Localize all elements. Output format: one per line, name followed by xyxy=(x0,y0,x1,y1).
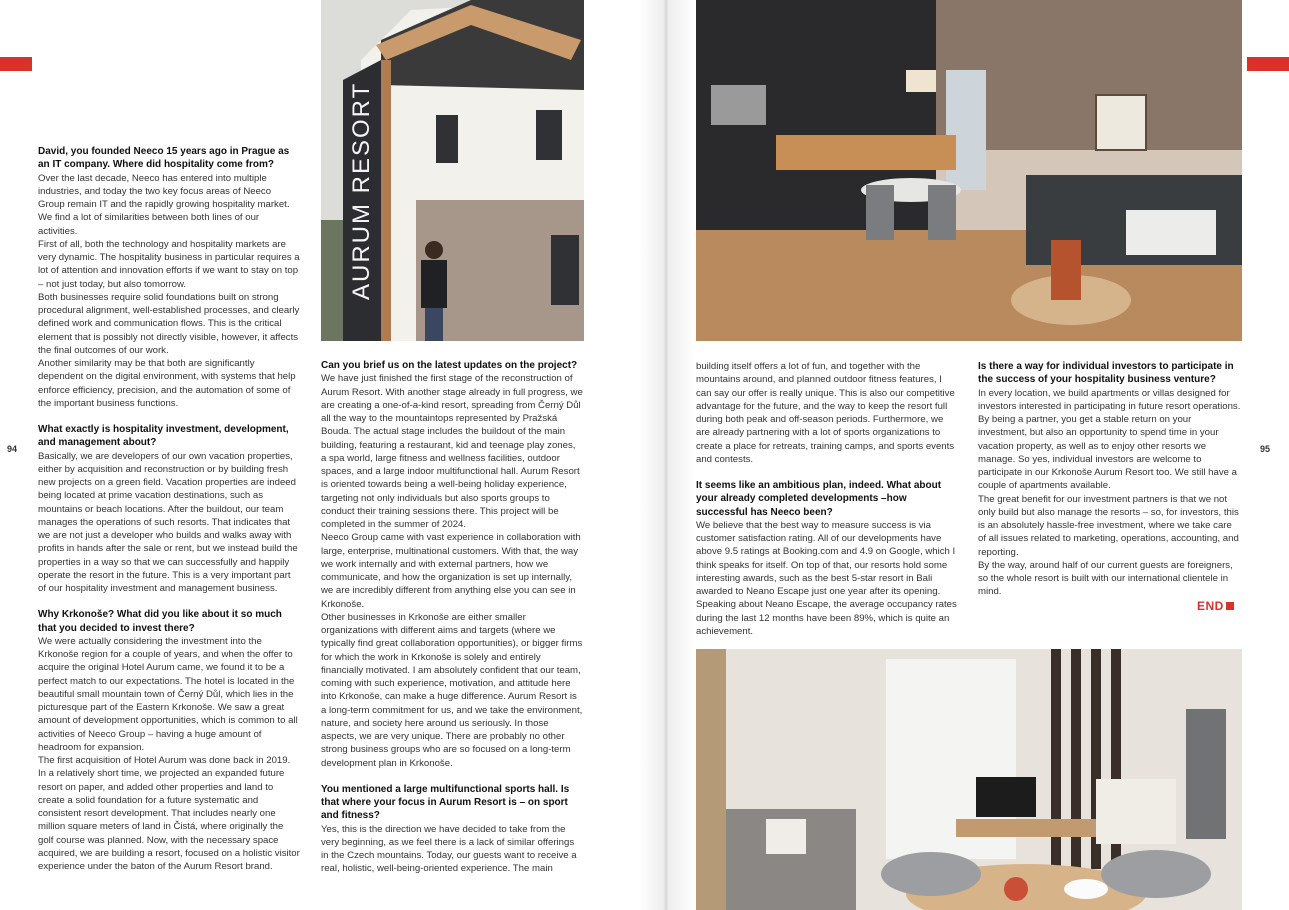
question-heading: What exactly is hospitality investment, development, and management about? xyxy=(38,424,289,449)
end-label: END xyxy=(1197,599,1224,613)
question-heading: David, you founded Neeco 15 years ago in Prague as an IT company. Where did hospitality come from? xyxy=(38,146,290,171)
answer-paragraph: Another similarity may be that both are significantly dependent on the digital environment, with systems that help enforce efficiency, precision, and the automation of some of the important business functions. xyxy=(38,358,296,409)
photo-resort-exterior xyxy=(321,0,584,341)
page-spine xyxy=(638,0,694,910)
answer-paragraph: By the way, around half of our current guests are foreigners, so the whole resort is built with our international clientele in mind. xyxy=(978,559,1233,598)
answer-paragraph: Yes, this is the direction we have decided to take from the very beginning, as we feel there is a lack of similar offerings in the Czech mountains. Today, our guests want to receive a real, holistic, well-being-oriented experience. The main xyxy=(321,823,577,875)
article-column-4 xyxy=(978,360,1242,599)
end-square-icon xyxy=(1226,602,1234,610)
answer-paragraph: We were actually considering the investment into the Krkonoše region for a couple of years, and when the offer to acquire the original Hotel Aurum came, we found it to be a perfect match to our expectations. The hotel is located in the beautiful small mountain town of Černý Důl, which lies in the picturesque part of the Eastern Krkonoše. We saw a great amount of development opportunities, which is common to all activities of Neeco Group – having a huge amount of headroom for expansion. xyxy=(38,635,298,753)
article-column-1 xyxy=(38,145,300,873)
article-column-2 xyxy=(321,359,583,876)
photo-apartment-interior xyxy=(696,649,1242,910)
answer-paragraph: building itself offers a lot of fun, and together with the mountains around, and planned outdoor fitness features, I can say our offer is really unique. This is also our competitive advantage for the future, and the way to keep the resort full during both peak and off-season periods. Furthermore, we are already partnering with a lot of sports organizations to create a place for retreats, training camps, and sports events and contests. xyxy=(696,361,955,465)
answer-paragraph: In every location, we build apartments or villas designed for investors interested in participating in future resort operations. By being a partner, you get a stable return on your investment, but also an opportunity to spend time in your vacation property, as well as to enjoy other resorts we manage. So yes, individual investors are welcome to participate in our Krkonoše Aurum Resort too. We still have a couple of apartments available. xyxy=(978,387,1241,492)
answer-paragraph: The first acquisition of Hotel Aurum was done back in 2019. In a relatively short time, we projected an expanded future resort on paper, and added other properties and land to create a solid foundation for a future systematic and consistent resort development. That includes nearly one million square meters of land in Čistá, where originally the golf course was planned. Now, with the necessary space acquired, we are building a resort, focused on a holistic visitor experience under the baton of the Aurum Resort brand. xyxy=(38,755,300,872)
page-number-left: 94 xyxy=(7,444,18,454)
photo-apartment-living-room xyxy=(696,0,1242,341)
page-number-right: 95 xyxy=(1260,444,1271,454)
end-mark xyxy=(1197,599,1234,613)
paragraph-gap xyxy=(696,466,958,479)
question-heading: It seems like an ambitious plan, indeed. What about your already completed developments –how successful has Neeco been? xyxy=(696,480,942,518)
answer-paragraph: Other businesses in Krkonoše are either smaller organizations with different aims and targets (where we typically find great collaboration opportunities), or bigger firms for which the work in Krkonoše is solely and entirely financially motivated. I am absolutely confident that our team, coming with such experience, motivation, and attitude here into Krkonoše, can make a huge difference. Aurum Resort is a long-term commitment for us, and we take the environment, nature, and society here around us seriously. In those aspects, we are very unique. There are probably no other strong business groups who are so focused on a long-term development plan in Krkonoše. xyxy=(321,611,583,769)
question-heading: Why Krkonoše? What did you like about it so much that you decided to invest there? xyxy=(38,609,282,634)
answer-paragraph: Basically, we are developers of our own vacation properties, either by acquisition and reconstruction or by building fresh new projects on a green field. Vacation properties are indeed being located at prime vacation destinations, such as mountains or beach locations. After the buildout, our team manages the operations of such resorts. That indicates that we are not just a developer who builds and walks away with profits in hands after the sale or rent, but we instead build the properties in a way so that we can successfully and happily operate the resort in the future. This is a very important part of our hospitality investment and management business. xyxy=(38,450,298,594)
section-marker-left xyxy=(0,57,32,71)
answer-paragraph: Neeco Group came with vast experience in collaboration with large, enterprise, multinational customers. With that, the way we work internally and with external partners, how we communicate, and how the organization is set up internally, we are incredibly different from anything else you can see in Krkonoše. xyxy=(321,532,581,610)
section-marker-right xyxy=(1247,57,1289,71)
sign-text: AURUM RESORT xyxy=(348,81,375,300)
question-heading: You mentioned a large multifunctional sports hall. Is that where your focus in Aurum Resort is – on sport and fitness? xyxy=(321,783,570,822)
answer-paragraph: The great benefit for our investment partners is that we not only build but also manage the resorts – so, for investors, this is an absolutely hassle-free investment, where we take care of all issues related to marketing, operations, accounting, and reporting. xyxy=(978,493,1239,558)
answer-paragraph: Over the last decade, Neeco has entered into multiple industries, and today the two key focus areas of Neeco Group remain IT and the rapidly growing hospitality market. We find a lot of similarities between both lines of our activities. xyxy=(38,172,290,237)
article-column-3 xyxy=(696,360,958,638)
answer-paragraph: First of all, both the technology and hospitality markets are very dynamic. The hospitality business in particular requires a lot of attention and innovation efforts if we want to stay on top – not just today, but also tomorrow. xyxy=(38,238,300,290)
paragraph-gap xyxy=(38,595,300,608)
paragraph-gap xyxy=(321,770,583,783)
answer-paragraph: We have just finished the first stage of the reconstruction of Aurum Resort. With another stage already in full progress, we are creating a one-of-a-kind resort, spreading from Černý Důl all the way to the mountaintops represented by Pražská Bouda. The actual stage includes the buildout of the main building, featuring a restaurant, kid and teenage play zones, a spa world, large fitness and wellness facilities, outdoor spaces, and a large indoor multifunctional hall. Aurum Resort is oriented towards being a well-being holiday experience, targeting not only individuals but also sports groups to conduct their training sessions there. This project will be completed in the summer of 2024. xyxy=(321,373,583,530)
question-heading: Can you brief us on the latest updates on the project? xyxy=(321,360,578,371)
paragraph-gap xyxy=(38,410,300,423)
answer-paragraph: Both businesses require solid foundations built on strong procedural alignment, well-established processes, and clearly defined work and communication flows. This is the critical element that is possibly not directly visible, however, it affects the final outcomes of our work. xyxy=(38,291,300,356)
question-heading: Is there a way for individual investors to participate in the success of your hospitality business venture? xyxy=(978,361,1234,386)
answer-paragraph: We believe that the best way to measure success is via customer satisfaction rating. All of our developments have above 9.5 ratings at Booking.com and 4.9 on Google, which I think speaks for itself. On top of that, our resorts hold some interesting awards, such as the best 5-star resort in Bali awarded to Neano Escape just one year after its opening. Speaking about Neano Escape, the average occupancy rates during the last 12 months have been 89%, which is quite an achievement. xyxy=(696,519,957,637)
